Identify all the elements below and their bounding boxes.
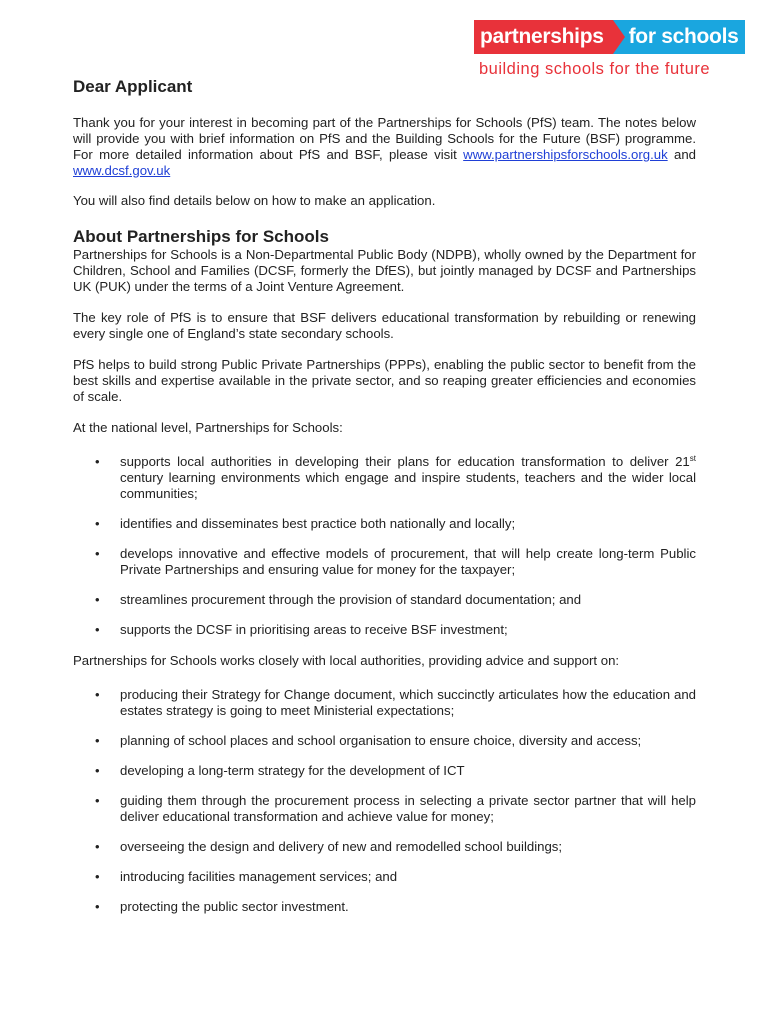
national-list (73, 454, 696, 638)
local-list (73, 687, 696, 915)
bullet: • (95, 899, 100, 914)
list-item: • supports local authorities in developing their plans for education transformation to deliver 21st century learning environments which engage and inspire students, teachers and the wider local communities; (95, 454, 696, 501)
greeting-heading: Dear Applicant (73, 77, 193, 96)
list-item: • protecting the public sector investment. (95, 899, 349, 914)
logo-partnerships: partnerships (474, 20, 613, 54)
bullet: • (95, 733, 100, 748)
list-item: • producing their Strategy for Change document, which succinctly articulates how the education and estates strategy is going to meet Ministerial expectations; (95, 687, 696, 718)
list-item: • identifies and disseminates best practice both nationally and locally; (95, 516, 516, 531)
bullet: • (95, 793, 100, 808)
list-item: • guiding them through the procurement process in selecting a private sector partner that will help deliver educational transformation and achieve value for money; (95, 793, 696, 824)
intro-and: and (667, 147, 696, 162)
intro-text: Thank you for your interest in becoming part of the Partnerships for Schools (PfS) team. The notes below will provide you with brief information on PfS and the Building Schools for the Future (BSF) programme. For more detailed information about PfS and BSF, please visit (73, 115, 696, 162)
logo-notch (613, 20, 625, 54)
bullet: • (95, 454, 100, 469)
list-item: • develops innovative and effective models of procurement, that will help create long-term Public Private Partnerships and ensuring value for money for the taxpayer; (95, 546, 696, 577)
bullet: • (95, 839, 100, 854)
application-details-paragraph: You will also find details below on how to make an application. (73, 193, 436, 208)
bullet: • (95, 546, 100, 561)
letter-body (73, 76, 696, 930)
about-paragraph-1: Partnerships for Schools is a Non-Departmental Public Body (NDPB), wholly owned by the Department for Children, School and Families (DCSF, formerly the DfES), but jointly managed by DCSF and Partnerships UK (PUK) under the terms of a Joint Venture Agreement. (73, 247, 696, 294)
bullet: • (95, 869, 100, 884)
bullet: • (95, 763, 100, 778)
list-item: • developing a long-term strategy for the development of ICT (95, 763, 465, 778)
bullet: • (95, 516, 100, 531)
list-item: • streamlines procurement through the provision of standard documentation; and (95, 592, 582, 607)
logo-tagline: building schools for the future (479, 60, 711, 78)
bullet: • (95, 687, 100, 702)
about-heading: About Partnerships for Schools (73, 227, 329, 246)
pfs-website-link[interactable]: www.partnershipsforschools.org.uk (463, 147, 668, 162)
bullet: • (95, 622, 100, 637)
list-item: • introducing facilities management services; and (95, 869, 398, 884)
local-authorities-lead: Partnerships for Schools works closely with local authorities, providing advice and support on: (73, 653, 620, 668)
about-paragraph-3: PfS helps to build strong Public Private Partnerships (PPPs), enabling the public sector to benefit from the best skills and expertise available in the private sector, and so reaping greater efficiencies and economies of scale. (73, 357, 696, 404)
about-paragraph-2: The key role of PfS is to ensure that BSF delivers educational transformation by rebuilding or renewing every single one of England’s state secondary schools. (73, 310, 696, 341)
national-level-lead: At the national level, Partnerships for Schools: (73, 420, 343, 435)
logo-wordmark (474, 20, 745, 54)
pfs-logo (474, 20, 746, 82)
list-item: • supports the DCSF in prioritising areas to receive BSF investment; (95, 622, 508, 637)
dcsf-website-link[interactable]: www.dcsf.gov.uk (73, 163, 171, 178)
bullet: • (95, 592, 100, 607)
list-item: • planning of school places and school organisation to ensure choice, diversity and access; (95, 733, 642, 748)
logo-for-schools: for schools (625, 20, 745, 54)
list-item: • overseeing the design and delivery of new and remodelled school buildings; (95, 839, 563, 854)
intro-paragraph (73, 115, 696, 179)
